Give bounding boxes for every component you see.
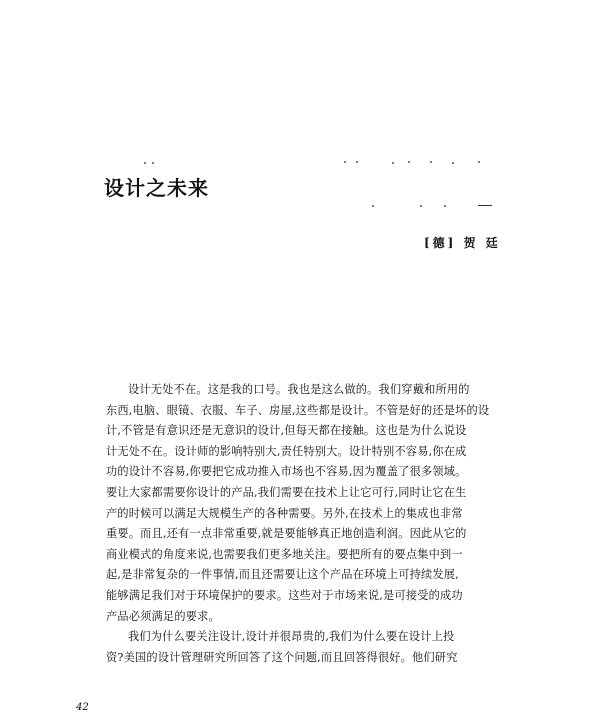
author-byline: [德] 贺 廷 <box>424 236 501 250</box>
text-line: 资?美国的设计管理研究所回答了这个问题,而且回答得很好。他们研究 <box>106 650 458 664</box>
text-line: 设计无处不在。这是我的口号。我也是这么做的。我们穿戴和所用的 <box>128 383 470 396</box>
scan-speck <box>356 161 358 163</box>
text-line: 产品必须满足的要求。 <box>106 609 220 623</box>
scan-speck <box>452 162 454 164</box>
article-title: 设计之未来 <box>104 176 209 200</box>
text-line: 要让大家都需要你设计的产品,我们需要在技术上让它可行,同时让它在生 <box>106 485 467 499</box>
text-line: 能够满足我们对于环境保护的要求。这些对于市场来说,是可接受的成功 <box>106 588 463 602</box>
text-line: 起,是非常复杂的一件事情,而且还需要让这个产品在环境上可持续发展, <box>106 568 459 582</box>
scan-speck <box>372 205 374 207</box>
scan-speck <box>152 162 154 164</box>
scan-speck <box>144 162 146 164</box>
scan-speck <box>408 161 410 163</box>
paragraph-2 <box>106 627 516 668</box>
scan-speck <box>444 205 446 207</box>
text-line: 东西,电脑、眼镜、衣服、车子、房屋,这些都是设计。不管是好的还是坏的设 <box>106 403 490 417</box>
text-line: 商业模式的角度来说,也需要我们更多地关注。要把所有的要点集中到一 <box>106 547 463 561</box>
scan-speck <box>430 161 432 163</box>
scan-speck <box>478 161 480 163</box>
scan-speck <box>392 162 394 164</box>
text-line: 计,不管是有意识还是无意识的设计,但每天都在接触。这也是为什么说设 <box>106 424 467 438</box>
text-line: 重要。而且,还有一点非常重要,就是要能够真正地创造利润。因此从它的 <box>106 527 467 541</box>
text-line: 产的时候可以满足大规模生产的各种需要。另外,在技术上的集成也非常 <box>106 506 463 520</box>
article-body <box>106 380 516 668</box>
page-number: 42 <box>76 702 89 713</box>
scan-speck <box>420 205 422 207</box>
paragraph-1 <box>106 380 516 627</box>
title-rule <box>478 205 492 206</box>
text-line: 功的设计不容易,你要把它成功推入市场也不容易,因为覆盖了很多领域。 <box>106 465 467 479</box>
text-line: 计无处不在。设计师的影响特别大,责任特别大。设计特别不容易,你在成 <box>106 444 467 458</box>
scan-speck <box>344 161 346 163</box>
text-line: 我们为什么要关注设计,设计并很昂贵的,我们为什么要在设计上投 <box>128 630 455 644</box>
